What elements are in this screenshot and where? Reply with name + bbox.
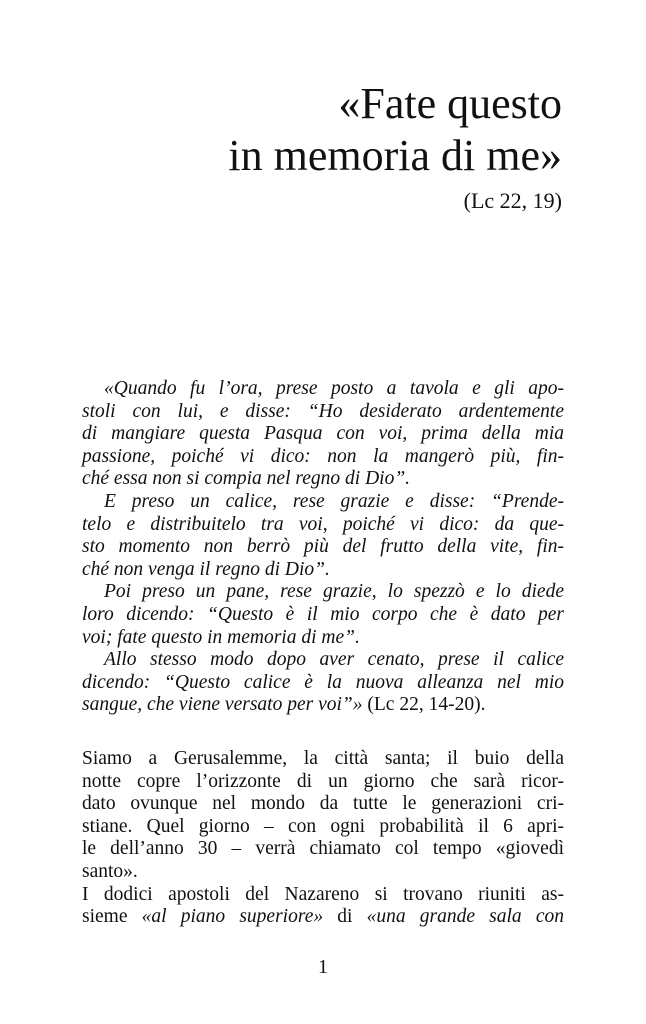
quote-line: Poi preso un pane, rese grazie, lo spezzò e lo diede [104,581,564,603]
quote-line: sto momento non berrò più del frutto della vite, fin- [82,536,564,558]
body-line-final [82,906,564,929]
quote-citation: (Lc 22, 14-20). [367,694,486,716]
quote-line: E preso un calice, rese grazie e disse: “Prende- [104,490,564,512]
body-text-segment: di [323,906,367,928]
quote-line: Allo stesso modo dopo aver cenato, prese il calice [104,649,564,671]
quote-line: loro dicendo: “Questo è il mio corpo che è dato per [82,603,564,625]
quote-line: stoli con lui, e disse: “Ho desiderato ardentemente [82,400,564,422]
body-line: I dodici apostoli del Nazareno si trovano riuniti as- [82,883,564,905]
quote-line: ché essa non si compia nel regno di Dio”. [82,468,411,490]
body-paragraphs [82,748,564,929]
quote-line: sangue, che viene versato per voi”» [82,694,363,716]
scripture-quote [82,378,564,717]
body-line: Siamo a Gerusalemme, la città santa; il buio della [82,748,564,769]
body-italic-segment: «al piano superiore» [141,906,324,928]
body-line: le dell’anno 30 – verrà chiamato col tempo «giovedì [82,838,564,860]
quote-line: ché non venga il regno di Dio”. [82,558,330,580]
quote-line: di mangiare questa Pasqua con voi, prima della mia [82,423,564,445]
body-line: stiane. Quel giorno – con ogni probabilità il 6 apri- [82,815,564,837]
quote-line: telo e distribuitelo tra voi, poiché vi dico: da que- [82,513,564,535]
body-line: dato ovunque nel mondo da tutte le generazioni cri- [82,793,564,815]
body-italic-segment: «una grande sala con [366,906,564,928]
quote-line: passione, poiché vi dico: non la mangerò più, fin- [82,445,564,467]
chapter-title-reference: (Lc 22, 19) [463,188,562,213]
chapter-title-line-1: «Fate questo [338,79,562,128]
quote-line-final [82,694,564,717]
chapter-title-line-2: in memoria di me» [228,131,562,180]
quote-line: «Quando fu l’ora, prese posto a tavola e gli apo- [104,378,564,399]
chapter-title-block [228,78,562,216]
page-number: 1 [318,956,328,978]
quote-line: voi; fate questo in memoria di me”. [82,626,360,648]
body-line: notte copre l’orizzonte di un giorno che sarà ricor- [82,770,564,792]
quote-line: dicendo: “Questo calice è la nuova alleanza nel mio [82,671,564,693]
body-line: santo». [82,860,138,882]
body-text-segment: sieme [82,906,142,928]
